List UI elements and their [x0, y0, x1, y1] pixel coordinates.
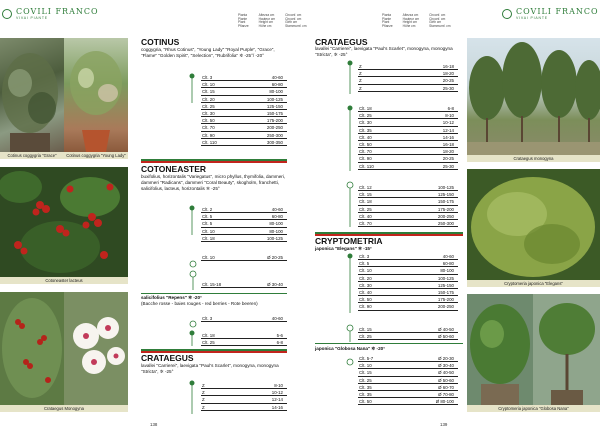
cell: 20-25: [442, 78, 454, 84]
cell: 8-10: [274, 383, 283, 388]
header-cols-left: [238, 14, 307, 28]
cell: 14-16: [271, 404, 283, 410]
cell: Clt. 70: [202, 125, 215, 131]
cell: Clt. 18: [202, 333, 215, 338]
cell: 16-18: [442, 141, 454, 147]
cell: Clt. 2: [202, 207, 213, 212]
photo-cryptomeria-globosa-1: [467, 294, 533, 405]
cell: 200-250: [437, 304, 454, 310]
cell: Clt. 50: [359, 141, 372, 147]
cell: 175-200: [437, 297, 454, 303]
table-cotoneaster-d: [201, 315, 287, 322]
header-col: [403, 14, 419, 28]
cell: 12-14: [271, 397, 283, 403]
tree-pin-icon: [346, 105, 354, 176]
cell: Ø 30-40: [267, 282, 283, 287]
cell: Clt. 50: [202, 118, 215, 124]
section-desc-cotinus: coggygria, "Rhus Cotinus", "Young Lady" "Royal Purple", "Grace", "Flame" "Golden Spirit", "Selection", "Rubrifolia" ✲ -25°/ -20°: [141, 47, 275, 58]
cell: Clt. 25: [359, 206, 372, 212]
section-title-crataegus: CRATAEGUS: [141, 353, 194, 363]
cell: 6-8: [447, 106, 454, 111]
table-row: [201, 103, 287, 110]
cell: Z: [359, 71, 362, 77]
table-row: [201, 124, 287, 131]
cell: 250-300: [266, 132, 283, 138]
table-row: [201, 213, 287, 220]
leaf-icon: [2, 9, 12, 19]
table-row: [201, 88, 287, 95]
header-label: Pianta: [382, 13, 392, 17]
cell: Z: [359, 78, 362, 84]
cell: Clt. 110: [359, 163, 374, 169]
table-row: [358, 119, 458, 126]
cell: Clt. 5: [202, 214, 213, 220]
table-crataegus-left: [201, 382, 287, 411]
cell: 8-10: [445, 113, 454, 119]
table-cotoneaster-a: [201, 206, 287, 242]
caption: Cotinus coggygria "Young Lady": [64, 152, 128, 159]
cell: Clt. 10: [202, 255, 215, 260]
cell: Clt. 3: [202, 75, 213, 80]
cell: Ø 50-60: [438, 377, 454, 383]
globosa-title: japonica "Globosa Nana" ✲ -20°: [315, 346, 386, 351]
section-title-cryptomeria: CRYPTOMETRIA: [315, 236, 383, 246]
photo-cotoneaster: [0, 167, 128, 277]
cell: Clt. 3: [359, 254, 370, 259]
table-row: [358, 70, 458, 77]
cell: 80-100: [269, 221, 283, 227]
caption: Cotinus coggygria "Grace": [0, 152, 64, 159]
cell: Clt. 15: [359, 327, 372, 332]
section-desc-cotoneaster: buxifolius, horizontalis "Variegatus", micro phyllus, thymifolia, dammeri, dammeri "Radicans", dammeri "Coral Beauty", skogholm, franchetti, salicifolius, lacteus, horizontalis ✲ -25°: [141, 174, 286, 191]
cell: 200-250: [266, 125, 283, 131]
cell: 150-175: [266, 110, 283, 116]
table-row: [358, 184, 458, 191]
table-row: [358, 275, 458, 282]
salicifolius-title: salicifolius "Repens" ✲ -20°: [141, 295, 202, 300]
section-title-crataegus-right: CRATAEGUS: [315, 37, 368, 47]
table-row: [358, 220, 458, 227]
cell: 5-6: [276, 333, 283, 338]
cell: Clt. 25: [359, 334, 372, 340]
page-number-right: 139: [440, 422, 448, 427]
section-desc-crataegus: lavallei "Carrierei", laevigata "Paul's Scarlet", monogyna, monogyna "Stricta", ✲ -25°: [141, 363, 279, 374]
cell: Clt. 35: [359, 384, 372, 390]
tree-pin-icon: [188, 73, 196, 108]
photo-cotinus-young: [64, 38, 128, 152]
table-row: [358, 105, 458, 112]
cell: 40-60: [271, 316, 283, 321]
table-row: [201, 206, 287, 213]
cell: Z: [202, 383, 205, 388]
cell: Clt. 70: [359, 149, 372, 155]
header-label: Plant: [382, 20, 390, 25]
cell: 12-14: [442, 127, 454, 133]
caption: Crataegus Monogyna: [0, 405, 128, 412]
photo-cotinus-grace: [0, 38, 64, 152]
cell: Z: [202, 404, 205, 410]
cell: 60-80: [442, 261, 454, 267]
cell: Ø 60-70: [438, 384, 454, 390]
cell: 125-150: [437, 192, 454, 198]
table-row: [358, 303, 458, 310]
section-desc-crataegus-right: lavallei "Carrierei", laevigata "Paul's Scarlet", monogyna, monogyna "Stricta", ✲ -25°: [315, 46, 453, 57]
brand-logo-right: [502, 8, 599, 20]
table-row: [201, 332, 287, 339]
cell: 25-30: [442, 163, 454, 169]
cell: Clt. 10: [359, 363, 372, 369]
header-label: Hauteur cm: [402, 16, 420, 21]
cell: Clt. 20: [359, 275, 372, 281]
cell: Ø 20-30: [438, 356, 454, 361]
salicifolius-sub: (Bacche rosse - baies rouges - red berries - Rote beeren): [141, 301, 258, 306]
table-row: [358, 85, 458, 92]
header-label: Pianta: [238, 13, 248, 17]
cell: Z: [202, 397, 205, 403]
caption: Cryptomeria japonica "Elegans": [467, 280, 600, 287]
table-row: [358, 369, 458, 376]
table-cotoneaster-b: [201, 254, 287, 261]
header-col: [259, 14, 275, 28]
cell: 100-125: [437, 275, 454, 281]
cell: Clt. 18: [359, 199, 372, 205]
table-row: [358, 377, 458, 384]
table-row: [201, 315, 287, 322]
divider-red: [141, 161, 287, 163]
header-label: Altezza cm: [258, 13, 275, 17]
cell: 40-60: [271, 75, 283, 80]
table-cotoneaster-c: [201, 281, 287, 288]
table-row: [201, 389, 287, 396]
table-cotoneaster-e: [201, 332, 287, 346]
cell: Ø 80-100: [435, 399, 454, 405]
cell: Clt. 20: [202, 96, 215, 102]
leaf-icon: [502, 9, 512, 19]
brand-logo-left: [2, 8, 99, 20]
cell: 25-30: [442, 85, 454, 91]
table-row: [358, 289, 458, 296]
table-cryptomeria-a: [358, 253, 458, 311]
bush-pin-icon: [346, 181, 354, 232]
header-label: Girth cm: [429, 20, 442, 25]
cell: Ø 30-40: [438, 363, 454, 369]
cell: Clt. 5: [202, 221, 213, 227]
table-row: [358, 326, 458, 333]
table-row: [358, 398, 458, 405]
caption: Cryptomeria japonica "Globosa Nana": [467, 405, 600, 412]
cell: 175-200: [437, 206, 454, 212]
tree-pin-icon: [188, 205, 196, 240]
tree-pin-icon: [346, 253, 354, 318]
cell: 150-175: [437, 289, 454, 295]
cell: 20-25: [442, 156, 454, 162]
page-number-left: 138: [150, 422, 158, 427]
cell: 125-150: [266, 103, 283, 109]
tree-pin-icon: [188, 380, 196, 419]
cell: 150-175: [437, 199, 454, 205]
cell: Clt. 18: [359, 106, 372, 111]
table-row: [358, 206, 458, 213]
header-label: Hauteur cm: [258, 16, 276, 21]
header-col: [382, 14, 393, 28]
table-row: [201, 235, 287, 242]
header-label: Circonf. cm: [429, 13, 446, 17]
cell: Ø 50-60: [438, 334, 454, 340]
table-row: [358, 134, 458, 141]
cell: Clt. 12: [359, 185, 372, 190]
table-row: [201, 339, 287, 346]
header-label: Höhe cm: [258, 23, 272, 28]
header-label: Pflanze: [382, 23, 393, 28]
table-row: [201, 117, 287, 124]
cell: 18-20: [442, 149, 454, 155]
cell: Clt. 25: [359, 377, 372, 383]
cell: Clt. 25: [359, 113, 372, 119]
shrub-icon: [346, 353, 354, 371]
cell: Clt. 10: [202, 228, 215, 234]
cell: 200-250: [437, 213, 454, 219]
photo-crataegus-berries: [0, 292, 64, 405]
header-label: Plante: [382, 16, 392, 21]
brand-name: COVILI FRANCO: [516, 7, 599, 16]
cell: Z: [359, 64, 362, 69]
cell: 60-80: [271, 82, 283, 88]
header-label: Circonf. cm: [429, 16, 446, 21]
table-row: [358, 163, 458, 170]
cell: Clt. 25: [202, 103, 215, 109]
cell: Ø 20-25: [267, 255, 283, 260]
table-cotinus: [201, 74, 287, 146]
cell: Clt. 110: [202, 139, 217, 145]
cell: Clt. 70: [359, 220, 372, 226]
table-row: [201, 404, 287, 411]
photo-crataegus-trees: [467, 38, 600, 155]
cell: Clt. 90: [359, 304, 372, 310]
header-label: Circonf. cm: [285, 16, 302, 21]
tree-pin-icon: [346, 60, 354, 99]
photo-cryptomeria-globosa-2: [533, 294, 600, 405]
cell: 125-150: [437, 282, 454, 288]
header-col: [429, 14, 450, 28]
cell: Ø 40-50: [438, 327, 454, 332]
cell: Clt. 5-7: [359, 356, 374, 361]
cell: Clt. 30: [359, 120, 372, 126]
cell: Clt. 35: [359, 391, 372, 397]
cell: 80-100: [269, 228, 283, 234]
cell: Clt. 15: [359, 192, 372, 198]
cell: Clt. 18: [202, 235, 215, 241]
header-label: Pflanze: [238, 23, 249, 28]
table-row: [358, 391, 458, 398]
cell: Clt. 35: [359, 127, 372, 133]
cell: Clt. 40: [359, 134, 372, 140]
cell: 100-125: [266, 235, 283, 241]
cell: Clt. 15-18: [202, 282, 222, 287]
table-row: [358, 155, 458, 162]
cell: 6-8: [276, 340, 283, 346]
table-row: [201, 220, 287, 227]
section-title-cotoneaster: COTONEASTER: [141, 164, 207, 174]
header-cols-right: [382, 14, 451, 28]
brand-sub: VIVAI PIANTE: [516, 16, 548, 20]
cell: 80-100: [269, 89, 283, 95]
cell: Clt. 50: [359, 297, 372, 303]
header-label: Altezza cm: [402, 13, 419, 17]
divider-thin: [141, 293, 287, 294]
cell: Clt. 15: [359, 370, 372, 376]
header-label: Stammumf. cm: [285, 23, 307, 28]
divider-thin: [315, 343, 463, 344]
cell: 40-60: [271, 207, 283, 212]
brand-name: COVILI FRANCO: [16, 7, 99, 16]
header-label: Plant: [238, 20, 246, 25]
cell: 10-12: [442, 120, 454, 126]
cell: Clt. 5: [359, 261, 370, 267]
table-row: [358, 282, 458, 289]
table-row: [358, 253, 458, 260]
cell: 100-125: [266, 96, 283, 102]
cell: 40-60: [442, 254, 454, 259]
table-row: [358, 198, 458, 205]
cell: Clt. 90: [359, 156, 372, 162]
header-label: Höhe cm: [402, 23, 416, 28]
table-crataegus-right-c: [358, 184, 458, 227]
header-col: [285, 14, 306, 28]
cell: Clt. 30: [202, 110, 215, 116]
brand-sub: VIVAI PIANTE: [16, 16, 48, 20]
bush-pin-icon: [189, 270, 197, 295]
cell: 60-80: [271, 214, 283, 220]
section-title-cotinus: COTINUS: [141, 37, 180, 47]
cell: Clt. 30: [359, 282, 372, 288]
table-row: [358, 63, 458, 70]
table-row: [358, 384, 458, 391]
table-row: [358, 112, 458, 119]
table-row: [358, 333, 458, 340]
cell: Z: [202, 390, 205, 396]
cell: 100-125: [437, 185, 454, 190]
header-col: [238, 14, 249, 28]
photo-cryptomeria-elegans: [467, 169, 600, 280]
cell: Z: [359, 85, 362, 91]
header-label: Circonf. cm: [285, 13, 302, 17]
table-row: [358, 267, 458, 274]
cell: Clt. 40: [359, 289, 372, 295]
table-row: [358, 141, 458, 148]
cell: Clt. 15: [202, 89, 215, 95]
table-row: [201, 228, 287, 235]
table-row: [358, 355, 458, 362]
table-row: [201, 139, 287, 146]
table-row: [201, 110, 287, 117]
cell: 14-16: [442, 134, 454, 140]
cell: Clt. 50: [359, 399, 372, 405]
cell: 250-300: [437, 220, 454, 226]
table-row: [358, 213, 458, 220]
caption: Crataegus monogyna: [467, 155, 600, 162]
cell: Clt. 90: [202, 132, 215, 138]
table-cryptomeria-b: [358, 326, 458, 340]
table-crataegus-right-b: [358, 105, 458, 170]
table-row: [358, 260, 458, 267]
cell: 18-20: [442, 71, 454, 77]
photo-crataegus-flowers: [64, 292, 128, 405]
cell: 16-18: [442, 64, 454, 69]
caption: Cotoneaster lacteus: [0, 277, 128, 284]
cell: Clt. 10: [359, 268, 372, 274]
table-crataegus-right-a: [358, 63, 458, 92]
table-row: [358, 127, 458, 134]
header-label: Height cm: [402, 20, 417, 25]
header-label: Plante: [238, 16, 248, 21]
table-row: [201, 74, 287, 81]
section-desc-cryptomeria: japonica "Elegans" ✲ -15°: [315, 246, 372, 251]
cell: 300-350: [266, 139, 283, 145]
cell: 175-200: [266, 118, 283, 124]
table-row: [358, 362, 458, 369]
header-label: Girth cm: [285, 20, 298, 25]
header-label: Height cm: [258, 20, 273, 25]
cell: Ø 40-50: [438, 370, 454, 376]
header-label: Stammumf. cm: [429, 23, 451, 28]
table-row: [358, 77, 458, 84]
table-row: [201, 96, 287, 103]
cell: 80-100: [440, 268, 454, 274]
cell: Clt. 25: [202, 340, 215, 346]
table-cryptomeria-c: [358, 355, 458, 405]
cell: 10-12: [271, 390, 283, 396]
table-row: [358, 148, 458, 155]
cell: Clt. 40: [359, 213, 372, 219]
table-row: [201, 81, 287, 88]
table-row: [201, 382, 287, 389]
tree-pin-icon: [188, 330, 196, 351]
cell: Ø 70-80: [438, 391, 454, 397]
table-row: [358, 191, 458, 198]
cell: Clt. 3: [202, 316, 213, 321]
table-row: [201, 396, 287, 403]
table-row: [358, 296, 458, 303]
table-row: [201, 132, 287, 139]
cell: Clt. 10: [202, 82, 215, 88]
